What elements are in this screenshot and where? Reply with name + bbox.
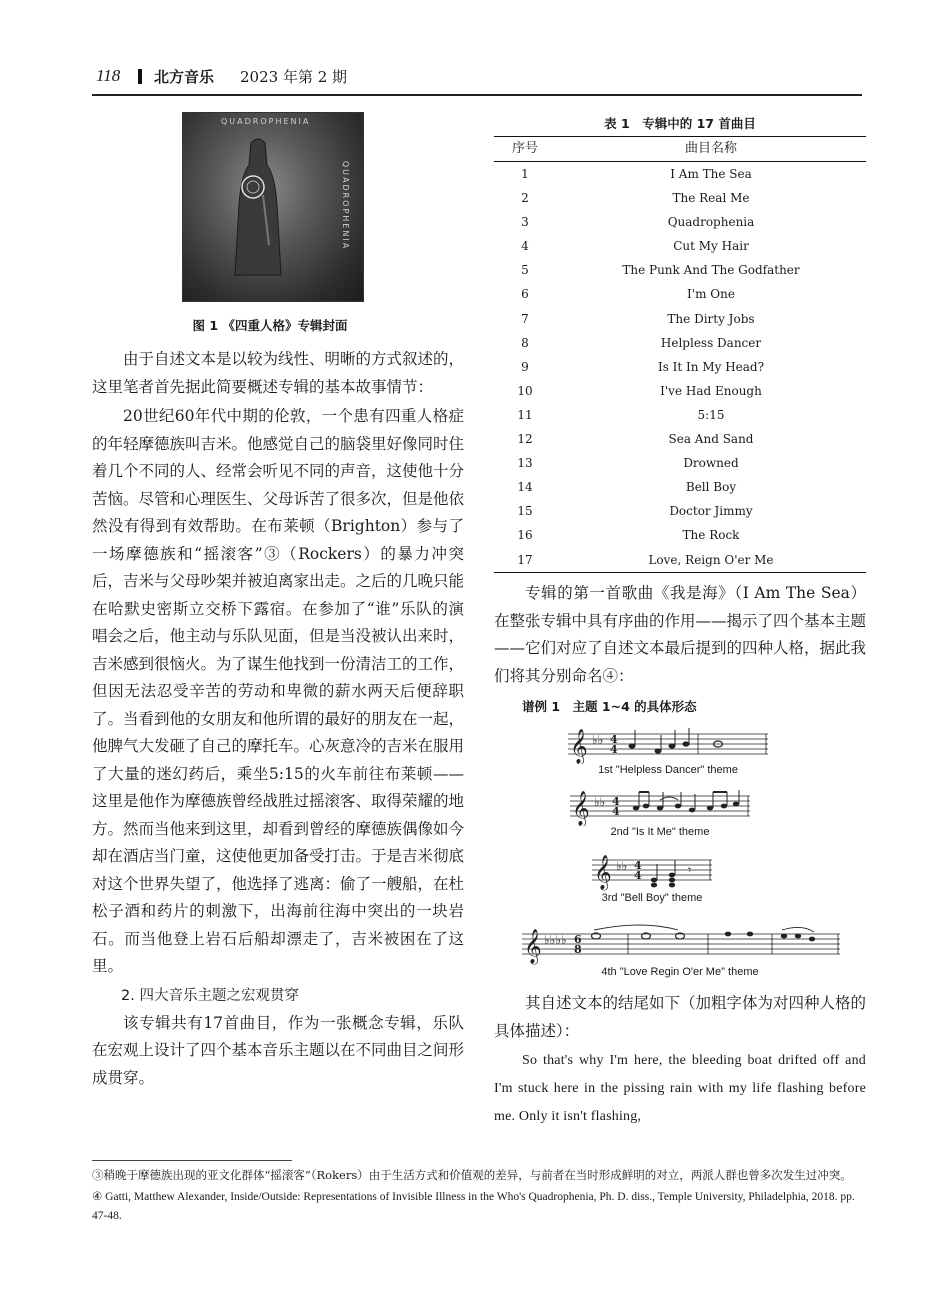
- track-title: The Dirty Jobs: [667, 311, 755, 326]
- table-row: [494, 475, 866, 499]
- track-number: 15: [517, 504, 533, 519]
- svg-text:6: 6: [574, 933, 582, 946]
- table-row: [494, 427, 866, 451]
- svg-text:4: 4: [634, 869, 642, 882]
- track-number: 1: [521, 167, 529, 181]
- theme-2-caption: 2nd "Is It Me" theme: [610, 826, 710, 838]
- paragraph-first-song: 专辑的第一首歌曲《我是海》（I Am The Sea）在整张专辑中具有序曲的作用——揭示了四个基本主题——它们对应了自述文本最后提到的四种人格，据此我们将其分别命名④：: [494, 584, 867, 685]
- svg-text:8: 8: [574, 943, 582, 956]
- paragraph-english-quote: So that's why I'm here, the bleeding boat drifted off and I'm stuck here in the pissing rain with my life flashing before me. Only it isn't flashing,: [494, 1053, 866, 1124]
- track-title: I Am The Sea: [670, 167, 752, 181]
- theme-3-caption: 3rd "Bell Boy" theme: [601, 892, 703, 904]
- track-number: 14: [517, 480, 533, 495]
- track-title: Bell Boy: [685, 480, 737, 495]
- table-body: [494, 162, 866, 572]
- svg-text:♭♭: ♭♭: [616, 859, 628, 873]
- svg-text:4: 4: [610, 743, 618, 756]
- track-title: The Rock: [682, 528, 740, 543]
- track-number: 10: [517, 383, 533, 398]
- table-row: [494, 451, 866, 475]
- track-number: 11: [517, 407, 533, 422]
- table-row: [494, 258, 866, 282]
- track-title: Love, Reign O'er Me: [648, 552, 774, 567]
- svg-text:♭♭: ♭♭: [594, 795, 606, 809]
- paragraph-ending-intro: 其自述文本的结尾如下（加粗字体为对四种人格的具体描述）：: [494, 994, 867, 1040]
- track-title: The Punk And The Godfather: [622, 263, 800, 278]
- track-title: I'm One: [687, 287, 735, 302]
- column-header-number: 序号: [511, 141, 538, 156]
- track-title: Doctor Jimmy: [669, 504, 753, 519]
- track-title: 5:15: [697, 407, 725, 422]
- track-number: 12: [517, 432, 533, 447]
- right-column: [494, 580, 866, 692]
- table-row: [494, 331, 866, 355]
- staff-theme-4: [522, 922, 840, 966]
- album-cover-image: [182, 112, 364, 302]
- track-title: Quadrophenia: [667, 215, 755, 230]
- table-row: [494, 282, 866, 306]
- music-example-title: 谱例 1 主题 1~4 的具体形态: [522, 699, 697, 714]
- track-number: 3: [521, 215, 529, 230]
- table-row: [494, 379, 866, 403]
- track-title: Drowned: [683, 456, 739, 471]
- cover-figure-illustration: [223, 135, 293, 285]
- footnotes: [92, 1166, 862, 1229]
- journal-name: 北方音乐: [154, 68, 215, 86]
- track-number: 9: [521, 359, 529, 374]
- table-row: [494, 186, 866, 210]
- svg-text:𝄞: 𝄞: [594, 855, 612, 890]
- svg-text:4: 4: [612, 795, 620, 808]
- table-row: [494, 523, 866, 547]
- track-number: 6: [521, 287, 529, 302]
- table-row: [494, 355, 866, 379]
- table-row: [494, 162, 866, 186]
- svg-text:𝄾: 𝄾: [688, 863, 692, 877]
- svg-text:4: 4: [612, 805, 620, 818]
- svg-text:𝄞: 𝄞: [572, 791, 590, 826]
- staff-theme-1: [568, 724, 768, 764]
- track-number: 5: [521, 263, 529, 278]
- svg-text:𝄞: 𝄞: [524, 929, 542, 964]
- table-caption: 表 1 专辑中的 17 首曲目: [604, 116, 756, 131]
- table-row: [494, 307, 866, 331]
- track-number: 16: [517, 528, 533, 543]
- section-heading: 2. 四大音乐主题之宏观贯穿: [121, 987, 299, 1004]
- track-number: 7: [521, 311, 529, 326]
- column-header-title: 曲目名称: [684, 141, 737, 156]
- track-title: The Real Me: [672, 191, 750, 206]
- right-column-lower: [494, 990, 866, 1131]
- track-number: 2: [521, 191, 529, 206]
- footnote-4: ④ Gatti, Matthew Alexander, Inside/Outside: Representations of Invisible Illness in the Who's Quadrophenia, Ph. D. diss., Temple University, Philadelphia, 2018. pp. 47-48.: [92, 1191, 855, 1222]
- paragraph-story: 20世纪60年代中期的伦敦，一个患有四重人格症的年轻摩德族叫吉米。他感觉自己的脑袋里好像同时住着几个不同的人、经常会听见不同的声音，这使他十分苦恼。尽管和心理医生、父母诉苦了很多次，但是他依然没有得到有效帮助。在布莱顿（Brighton）参与了一场摩德族和“摇滚客”③（Rockers）的暴力冲突后，吉米与父母吵架并被迫离家出走。之后的几晚只能在哈默史密斯立交桥下露宿。在参加了“谁”乐队的演唱会之后，他主动与乐队见面，但是当没被认出来时，吉米感到很恼火。为了谋生他找到一份清洁工的工作，但因无法忍受辛苦的劳动和卑微的薪水两天后便辞职了。当看到他的女朋友和他所谓的最好的朋友在一起，他脾气大发砸了自己的摩托车。心灰意冷的吉米在服用了大量的迷幻药后，乘坐5:15的火车前往布莱顿——这里是他作为摩德族曾经战胜过摇滚客、取得荣耀的地方。然而当他来到这里，却看到曾经的摩德族偶像如今却在酒店当门童，这使他更加备受打击。于是吉米彻底对这个世界失望了，他选择了逃离：偷了一艘船，在杜松子酒和药片的刺激下，出海前往海中突出的一块岩石。而当他登上岩石后船却漂走了，吉米被困在了这里。: [92, 407, 465, 975]
- footnote-3: ③稍晚于摩德族出现的亚文化群体“摇滚客”（Rokers）由于生活方式和价值观的差异，与前者在当时形成鲜明的对立，两派人群也曾多次发生过冲突。: [92, 1168, 852, 1182]
- figure-caption: 图 1 《四重人格》专辑封面: [192, 318, 348, 333]
- track-title: I've Had Enough: [660, 383, 762, 398]
- track-number: 13: [517, 456, 533, 471]
- track-title: Helpless Dancer: [660, 335, 762, 350]
- table-row: [494, 234, 866, 258]
- table-row: [494, 548, 866, 572]
- svg-text:♭♭♭♭: ♭♭♭♭: [544, 933, 567, 947]
- table-row: [494, 499, 866, 523]
- theme-4-caption: 4th "Love Regin O'er Me" theme: [601, 966, 759, 978]
- track-title: Cut My Hair: [673, 239, 749, 254]
- cover-title-top: QUADROPHENIA: [221, 117, 311, 126]
- page-number: 118: [96, 66, 121, 85]
- staff-theme-2: [570, 786, 750, 826]
- svg-text:♭♭: ♭♭: [592, 733, 604, 747]
- header-divider: [138, 69, 142, 84]
- staff-theme-3: [592, 850, 712, 894]
- table-row: [494, 210, 866, 234]
- left-column: [92, 346, 464, 1094]
- paragraph-themes: 该专辑共有17首曲目，作为一张概念专辑，乐队在宏观上设计了四个基本音乐主题以在不同曲目之间形成贯穿。: [92, 1013, 465, 1087]
- table-header-row: [494, 137, 866, 162]
- track-table: [494, 136, 866, 573]
- footnote-divider: [92, 1160, 292, 1161]
- running-header: [92, 64, 862, 96]
- cover-title-side: QUADROPHENIA: [341, 160, 351, 251]
- svg-text:𝄞: 𝄞: [570, 729, 588, 764]
- paragraph-intro: 由于自述文本是以较为线性、明晰的方式叙述的，这里笔者首先据此简要概述专辑的基本故事情节：: [92, 350, 465, 396]
- track-title: Is It In My Head?: [657, 359, 765, 374]
- issue-label: 2023 年第 2 期: [240, 68, 348, 86]
- svg-text:4: 4: [610, 733, 618, 746]
- track-title: Sea And Sand: [668, 432, 754, 447]
- track-number: 8: [521, 335, 529, 350]
- table-row: [494, 403, 866, 427]
- track-number: 4: [521, 239, 529, 254]
- track-number: 17: [517, 552, 533, 567]
- svg-text:4: 4: [634, 859, 642, 872]
- theme-1-caption: 1st "Helpless Dancer" theme: [598, 764, 738, 776]
